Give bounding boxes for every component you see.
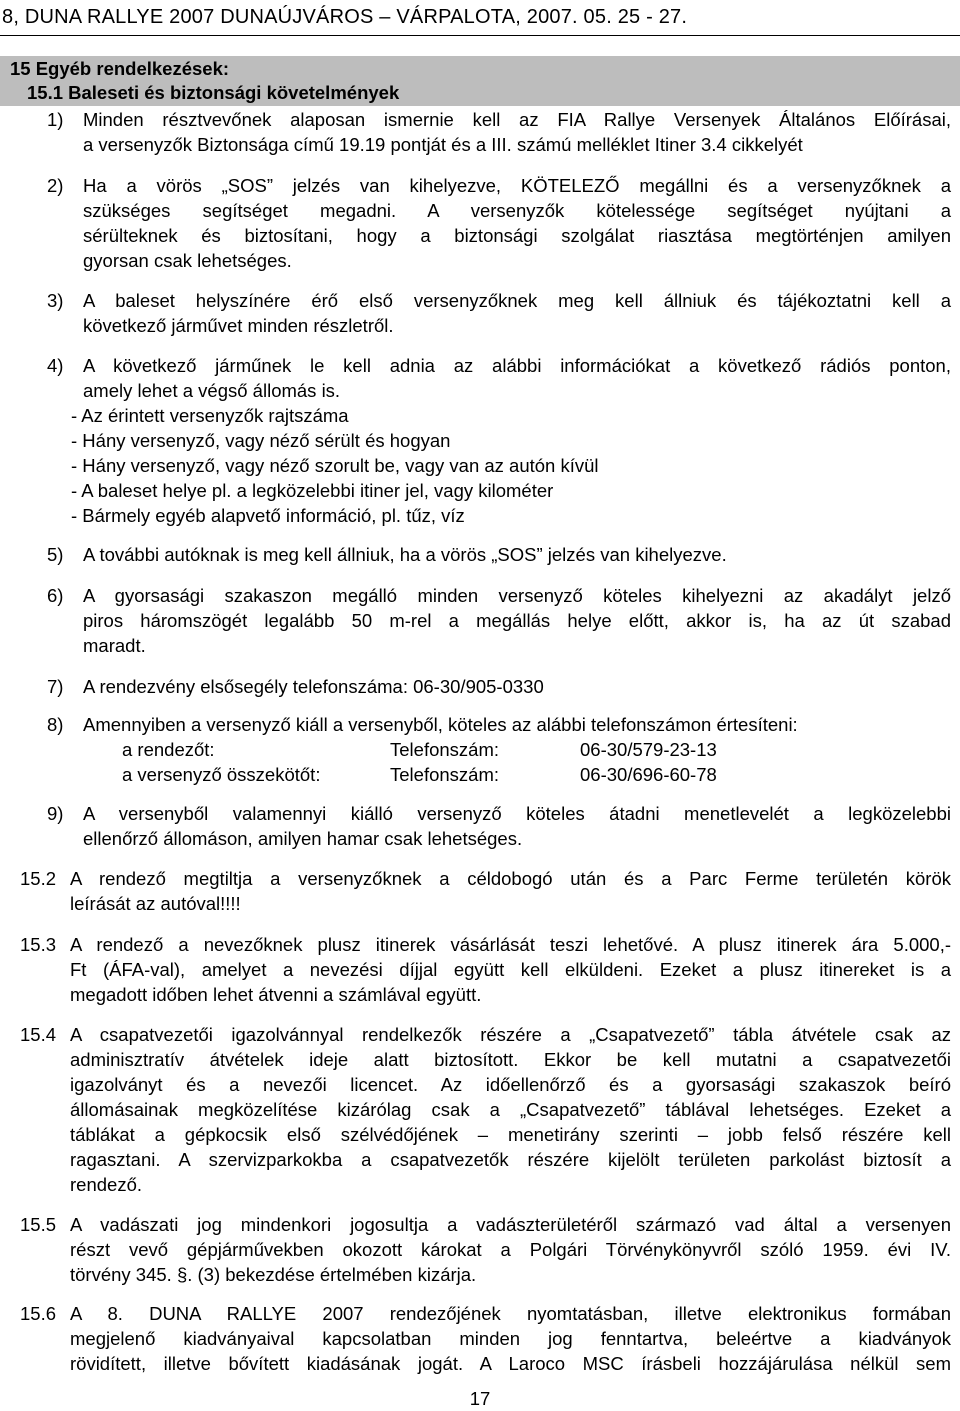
contact-who: a versenyző összekötőt: bbox=[122, 764, 321, 785]
item-number: 1) bbox=[47, 109, 64, 130]
section-number: 15.2 bbox=[20, 868, 57, 889]
paragraph-line: A rendezvény elsősegély telefonszáma: 06-30/905-0330 bbox=[83, 676, 544, 697]
contact-phone: 06-30/579-23-13 bbox=[580, 739, 717, 760]
contact-phone: 06-30/696-60-78 bbox=[580, 764, 717, 785]
paragraph-line: törvény 345. §. (3) bekezdése értelmében kizárja. bbox=[70, 1264, 477, 1285]
paragraph-line: rövidített, illetve bővített kiadásának jogát. A Laroco MSC írásbeli hozzájárulása nélkül sem bbox=[70, 1353, 951, 1374]
paragraph-line: A 8. DUNA RALLYE 2007 rendezőjének nyomtatásban, illetve elektronikus formában bbox=[70, 1303, 951, 1324]
contact-label: Telefonszám: bbox=[390, 764, 499, 785]
paragraph-line: piros háromszögét legalább 50 m-rel a megállás helye előtt, akkor is, ha az út szabad bbox=[83, 610, 951, 631]
paragraph-line: Minden résztvevőnek alaposan ismernie kell az FIA Rallye Versenyek Általános Előírásai, bbox=[83, 109, 951, 130]
paragraph-line: megadott időben lehet átvenni a számlával együtt. bbox=[70, 984, 482, 1005]
paragraph-line: A következő járműnek le kell adnia az alábbi információkat a következő rádiós ponton, bbox=[83, 355, 951, 376]
paragraph-line: rendező. bbox=[70, 1174, 142, 1195]
paragraph-line: Ha a vörös „SOS” jelzés van kihelyezve, KÖTELEZŐ megállni és a versenyzőknek a bbox=[83, 175, 951, 196]
item-number: 8) bbox=[47, 714, 64, 735]
paragraph-line: leírását az autóval!!!! bbox=[70, 893, 241, 914]
paragraph-line: igazolványt és a nevezői licencet. Az időellenőrző és a gyorsasági szakaszok beíró bbox=[70, 1074, 951, 1095]
paragraph-line: ellenőrző állomáson, amilyen hamar csak lehetséges. bbox=[83, 828, 523, 849]
page-number: 17 bbox=[469, 1388, 491, 1409]
section-number: 15.6 bbox=[20, 1303, 57, 1324]
paragraph-line: részt vevő gépjárművekben okozott károkat a Polgári Törvénykönyvről szóló 1959. évi IV. bbox=[70, 1239, 951, 1260]
page-header: 8, DUNA RALLYE 2007 DUNAÚJVÁROS – VÁRPALOTA, 2007. 05. 25 - 27. bbox=[0, 0, 960, 36]
paragraph-line: a versenyzők Biztonsága című 19.19 pontját és a III. számú melléklet Itiner 3.4 cikkelyét bbox=[83, 134, 803, 155]
contact-label: Telefonszám: bbox=[390, 739, 499, 760]
paragraph-line: megjelenő kiadványaival kapcsolatban minden jog fenntartva, beleértve a kiadványok bbox=[70, 1328, 951, 1349]
section-number: 15.3 bbox=[20, 934, 57, 955]
item-number: 4) bbox=[47, 355, 64, 376]
bullet-item: - Az érintett versenyzők rajtszáma bbox=[71, 405, 349, 426]
section-number: 15.4 bbox=[20, 1024, 57, 1045]
bullet-item: - A baleset helye pl. a legközelebbi itiner jel, vagy kilométer bbox=[71, 480, 554, 501]
paragraph-line: A további autóknak is meg kell állniuk, ha a vörös „SOS” jelzés van kihelyezve. bbox=[83, 544, 727, 565]
bullet-item: - Hány versenyző, vagy néző szorult be, vagy van az autón kívül bbox=[71, 455, 599, 476]
subsection-title: 15.1 Baleseti és biztonsági követelmények bbox=[27, 82, 400, 103]
item-number: 5) bbox=[47, 544, 64, 565]
paragraph-line: A versenyből valamennyi kiálló versenyző köteles átadni menetlevelét a legközelebbi bbox=[83, 803, 951, 824]
paragraph-line: A gyorsasági szakaszon megálló minden versenyző köteles kihelyezni az akadályt jelző bbox=[83, 585, 951, 606]
paragraph-line: A rendező megtiltja a versenyzőknek a céldobogó után és a Parc Ferme területén körök bbox=[70, 868, 951, 889]
paragraph-line: A baleset helyszínére érő első versenyzőknek meg kell állniuk és tájékoztatni kell a bbox=[83, 290, 951, 311]
paragraph-line: gyorsan csak lehetséges. bbox=[83, 250, 292, 271]
item-number: 3) bbox=[47, 290, 64, 311]
paragraph-line: adminisztratív átvételek ideje alatt biztosított. Ekkor be kell mutatni a csapatvezetői bbox=[70, 1049, 951, 1070]
paragraph-line: táblákat a gépkocsik első szélvédőjének – menetirány szerinti – jobb felső részére kell bbox=[70, 1124, 951, 1145]
contact-who: a rendezőt: bbox=[122, 739, 215, 760]
paragraph-line: állomásainak megközelítése kizárólag csak a „Csapatvezető” táblával lehetséges. Ezeket a bbox=[70, 1099, 951, 1120]
paragraph-line: Amennyiben a versenyző kiáll a versenyből, köteles az alábbi telefonszámon értesíteni: bbox=[83, 714, 798, 735]
bullet-item: - Hány versenyző, vagy néző sérült és hogyan bbox=[71, 430, 451, 451]
paragraph-line: A vadászati jog mindenkori jogosultja a vadászterületéről származó vad által a versenyen bbox=[70, 1214, 951, 1235]
paragraph-line: A csapatvezetői igazolvánnyal rendelkezők részére a „Csapatvezető” tábla átvétele csak az bbox=[70, 1024, 951, 1045]
paragraph-line: maradt. bbox=[83, 635, 146, 656]
section-title: 15 Egyéb rendelkezések: bbox=[10, 58, 230, 79]
item-number: 7) bbox=[47, 676, 64, 697]
section-number: 15.5 bbox=[20, 1214, 57, 1235]
paragraph-line: amely lehet a végső állomás is. bbox=[83, 380, 341, 401]
item-number: 6) bbox=[47, 585, 64, 606]
paragraph-line: szükséges segítséget megadni. A versenyzők kötelessége segítséget nyújtani a bbox=[83, 200, 951, 221]
paragraph-line: A rendező a nevezőknek plusz itinerek vásárlását teszi lehetővé. A plusz itinerek ára 5.000,- bbox=[70, 934, 951, 955]
section-heading-band bbox=[0, 56, 960, 106]
bullet-item: - Bármely egyéb alapvető információ, pl. tűz, víz bbox=[71, 505, 465, 526]
paragraph-line: Ft (ÁFA-val), amelyet a nevezési díjjal együtt kell elküldeni. Ezeket a plusz itinereket is a bbox=[70, 959, 951, 980]
paragraph-line: ragasztani. A szervizparkokba a csapatvezetők részére kijelölt területen parkolást biztosít a bbox=[70, 1149, 951, 1170]
paragraph-line: következő járművet minden részletről. bbox=[83, 315, 394, 336]
item-number: 9) bbox=[47, 803, 64, 824]
paragraph-line: sérülteknek és biztosítani, hogy a biztonsági szolgálat riasztása megtörténjen amilyen bbox=[83, 225, 951, 246]
item-number: 2) bbox=[47, 175, 64, 196]
